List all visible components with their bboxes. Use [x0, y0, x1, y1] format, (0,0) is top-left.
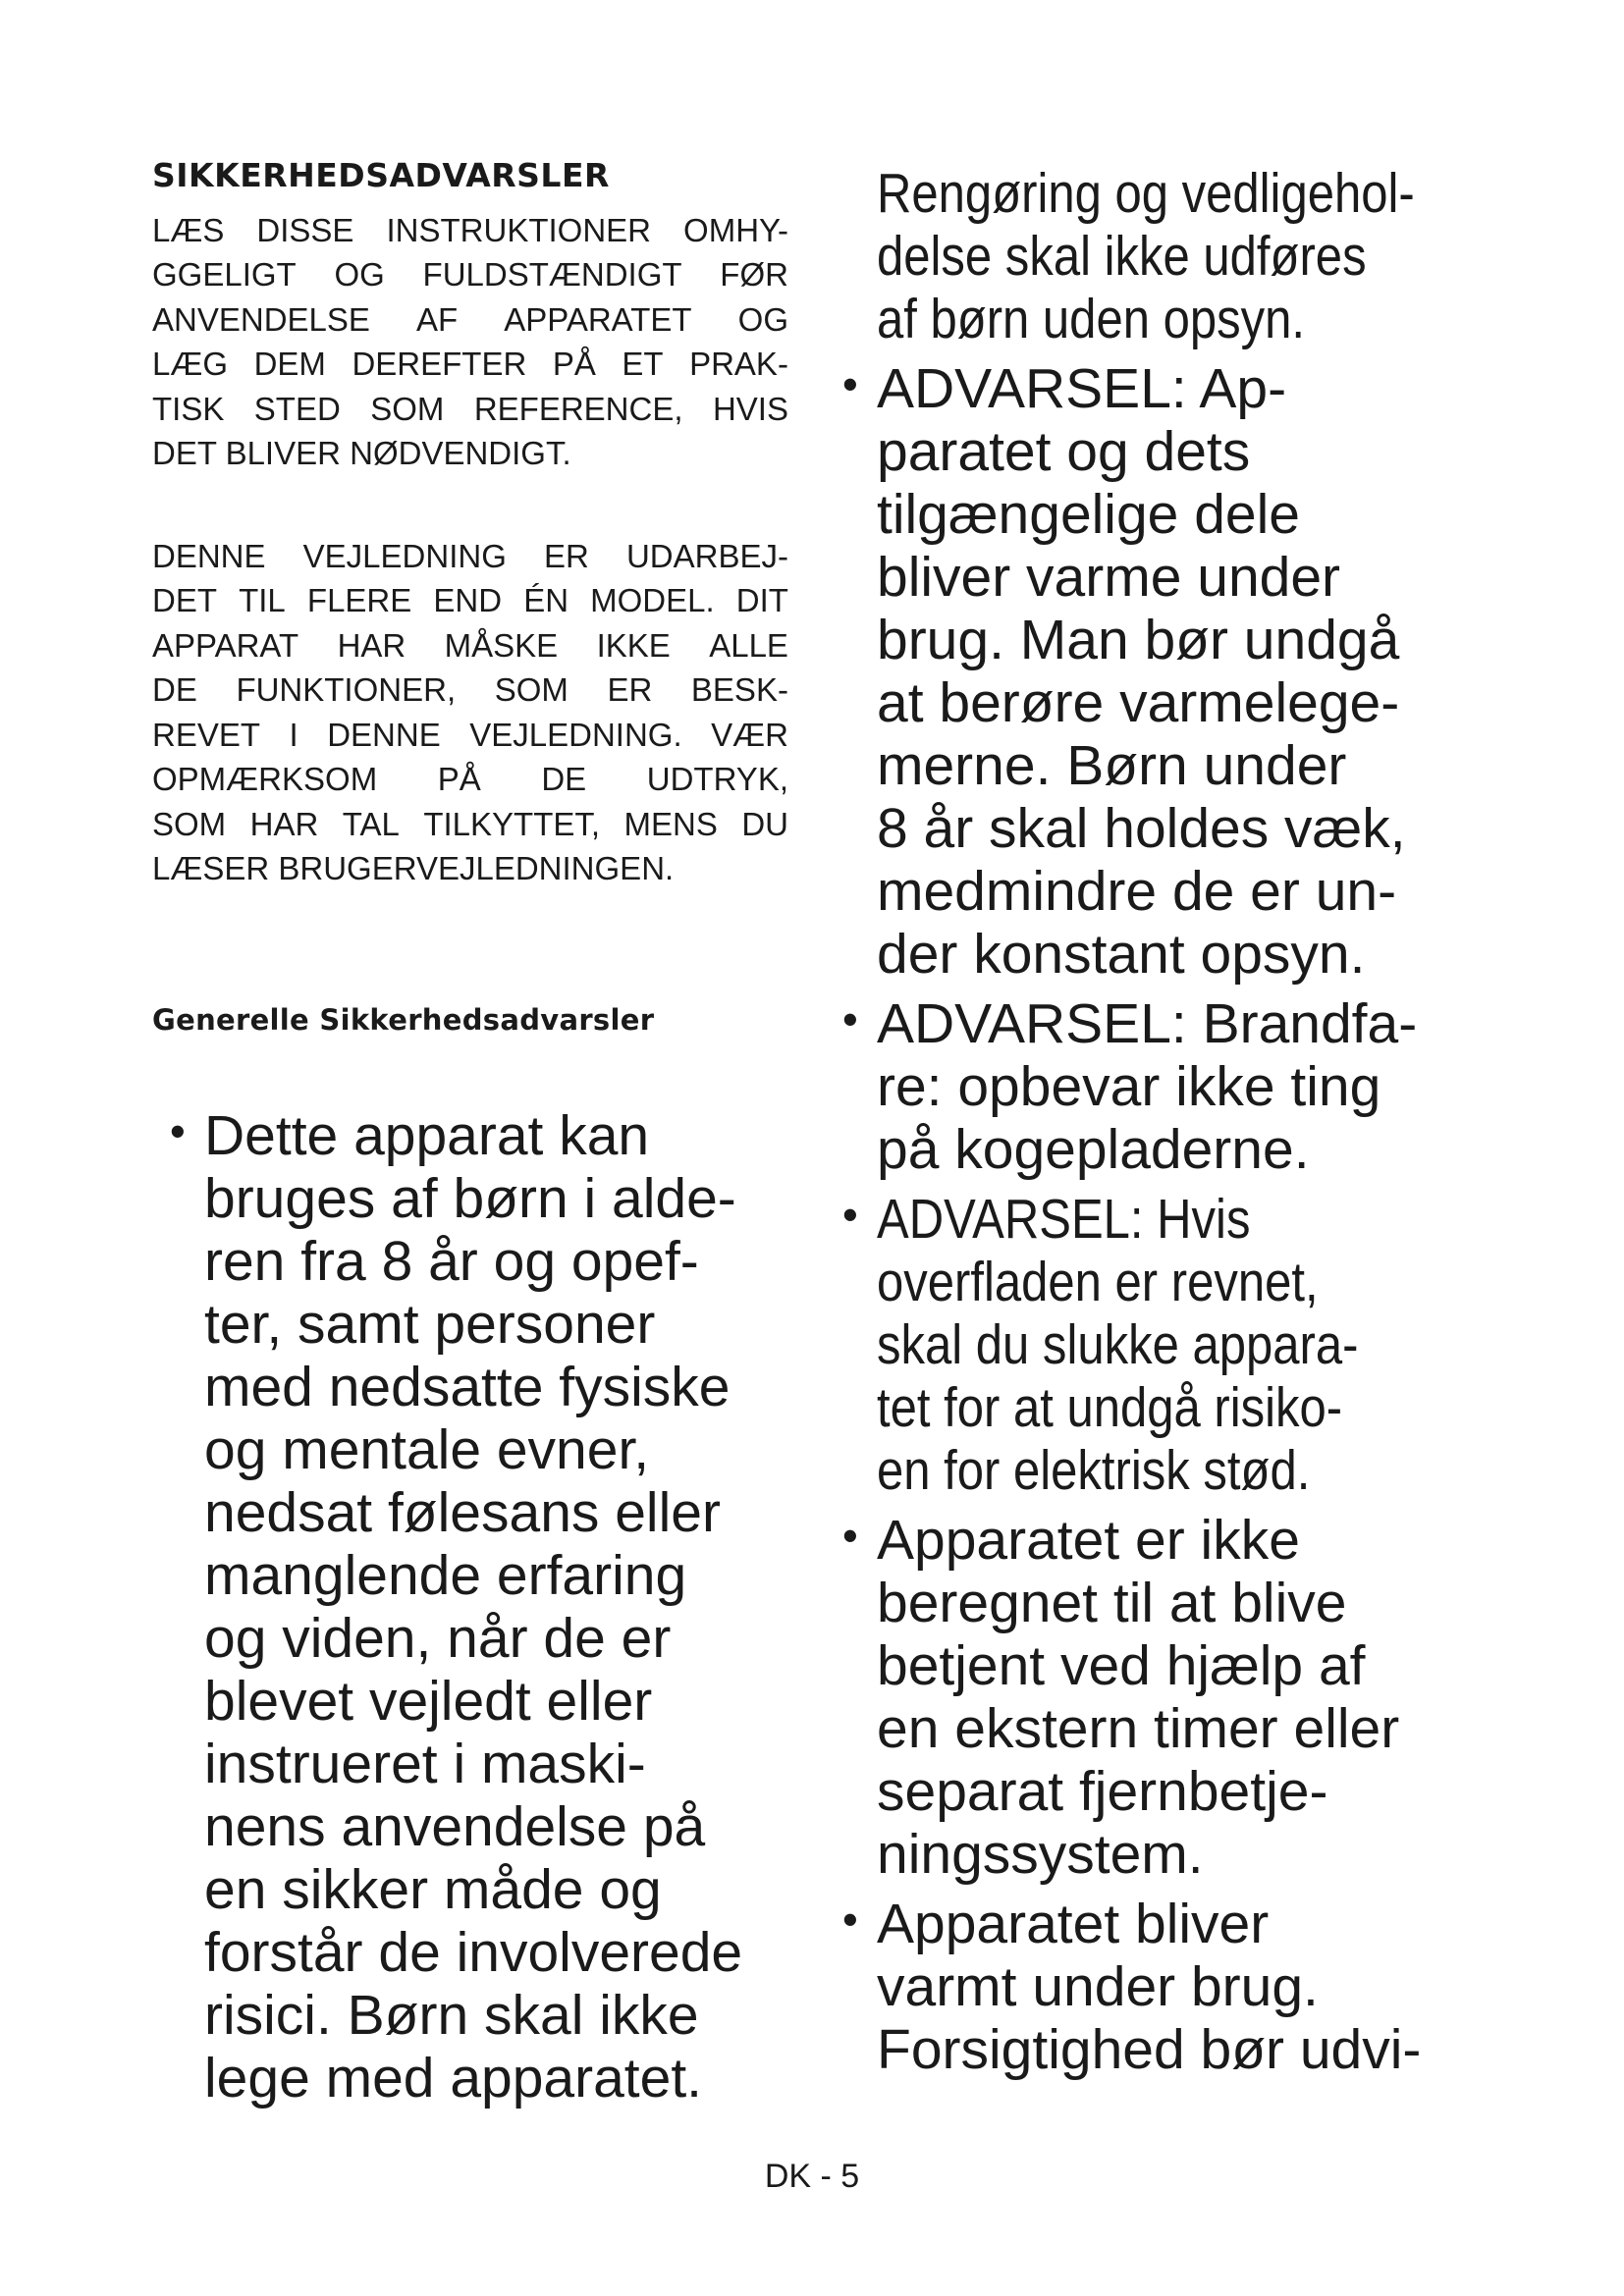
text-line: ningssystem. [877, 1823, 1204, 1886]
text-line: delse skal ikke udføres [877, 225, 1367, 288]
text-line: ANVENDELSE AF APPARATET OG [152, 300, 788, 338]
text-line: af børn uden opsyn. [877, 288, 1306, 350]
intro-paragraph [152, 208, 800, 476]
text-line: varmt under brug. [877, 1955, 1319, 2018]
text-line: DET TIL FLERE END ÉN MODEL. DIT [152, 582, 788, 619]
text-line: APPARAT HAR MÅSKE IKKE ALLE [152, 626, 788, 664]
list-item-text [204, 1104, 808, 2109]
text-line: 8 år skal holdes væk, [877, 797, 1406, 860]
text-line: overfladen er revnet, [877, 1251, 1319, 1313]
text-line: risici. Børn skal ikke [204, 1984, 699, 2047]
text-line: nedsat følesans eller [204, 1481, 721, 1544]
model-note-paragraph [152, 534, 800, 891]
text-line: bliver varme under [877, 546, 1341, 609]
text-line: og viden, når de er [204, 1607, 672, 1670]
bullet-icon: • [842, 994, 858, 1044]
text-line: at berøre varmelege- [877, 671, 1400, 734]
text-line: en for elektrisk stød. [877, 1439, 1311, 1502]
text-line: der konstant opsyn. [877, 923, 1366, 986]
list-item [842, 1893, 1510, 2081]
text-line: instrueret i maski- [204, 1733, 646, 1795]
list-item [842, 357, 1510, 986]
text-line: DENNE VEJLEDNING ER UDARBEJ- [152, 537, 788, 574]
text-line: GGELIGT OG FULDSTÆNDIGT FØR [152, 256, 788, 294]
right-bullet-list [842, 357, 1510, 2081]
bullet-icon: • [842, 1190, 858, 1240]
text-line: Apparatet bliver [877, 1893, 1270, 1955]
text-line: LÆG DEM DEREFTER PÅ ET PRAK- [152, 346, 788, 383]
text-line: betjent ved hjælp af [877, 1634, 1366, 1697]
text-line: Forsigtighed bør udvi- [877, 2018, 1422, 2081]
text-line: ADVARSEL: Hvis [877, 1188, 1251, 1251]
text-line: DE FUNKTIONER, SOM ER BESK- [152, 671, 788, 709]
left-column [152, 156, 800, 2109]
text-line: forstår de involverede [204, 1921, 743, 1984]
text-line: en sikker måde og [204, 1858, 662, 1921]
text-line: Rengøring og vedligehol- [877, 162, 1415, 225]
bullet-icon: • [842, 1895, 858, 1945]
text-line: en ekstern timer eller [877, 1697, 1400, 1760]
text-line: ADVARSEL: Brandfa- [877, 992, 1418, 1055]
text-line: med nedsatte fysiske [204, 1356, 731, 1418]
text-line: beregnet til at blive [877, 1572, 1347, 1634]
text-line: blevet vejledt eller [204, 1670, 653, 1733]
section-heading: SIKKERHEDSADVARSLER [152, 156, 610, 194]
text-line: brug. Man bør undgå [877, 609, 1400, 671]
text-line: Dette apparat kan [204, 1104, 650, 1167]
text-line: ter, samt personer [204, 1293, 656, 1356]
text-line: separat fjernbetje- [877, 1760, 1328, 1823]
text-line: ren fra 8 år og opef- [204, 1230, 699, 1293]
subsection-heading: Generelle Sikkerhedsadvarsler [152, 1003, 655, 1037]
page-number: DK - 5 [764, 2158, 860, 2195]
text-line: LÆS DISSE INSTRUKTIONER OMHY- [152, 211, 788, 248]
text-line: manglende erfaring [204, 1544, 687, 1607]
text-line: paratet og dets [877, 420, 1251, 483]
bullet-icon: • [842, 359, 858, 409]
list-item [170, 1104, 808, 2109]
text-line: skal du slukke appara- [877, 1313, 1359, 1376]
text-line: TISK STED SOM REFERENCE, HVIS [152, 390, 788, 427]
text-line: SOM HAR TAL TILKYTTET, MENS DU [152, 805, 788, 842]
text-line: og mentale evner, [204, 1418, 650, 1481]
bullet-icon: • [170, 1106, 186, 1156]
text-line: medmindre de er un- [877, 860, 1397, 923]
list-item [842, 1188, 1510, 1502]
text-line: re: opbevar ikke ting [877, 1055, 1381, 1118]
text-line: nens anvendelse på [204, 1795, 706, 1858]
left-bullet-list [170, 1104, 808, 2109]
text-line: tet for at undgå risiko- [877, 1376, 1343, 1439]
text-line: OPMÆRKSOM PÅ DE UDTRYK, [152, 761, 788, 798]
text-line: tilgængelige dele [877, 483, 1300, 546]
text-line: bruges af børn i alde- [204, 1167, 736, 1230]
list-item [842, 992, 1510, 1181]
text-line: lege med apparatet. [204, 2047, 703, 2109]
right-column [842, 162, 1510, 2088]
text-line: Apparatet er ikke [877, 1509, 1300, 1572]
bullet-icon: • [842, 1511, 858, 1561]
text-line: DET BLIVER NØDVENDIGT. [152, 435, 571, 472]
text-line: på kogepladerne. [877, 1118, 1310, 1181]
list-item [842, 1509, 1510, 1886]
text-line: merne. Børn under [877, 734, 1347, 797]
continuation-text [842, 162, 1510, 350]
text-line: ADVARSEL: Ap- [877, 357, 1287, 420]
text-line: LÆSER BRUGERVEJLEDNINGEN. [152, 850, 675, 887]
text-line: REVET I DENNE VEJLEDNING. VÆR [152, 716, 788, 753]
